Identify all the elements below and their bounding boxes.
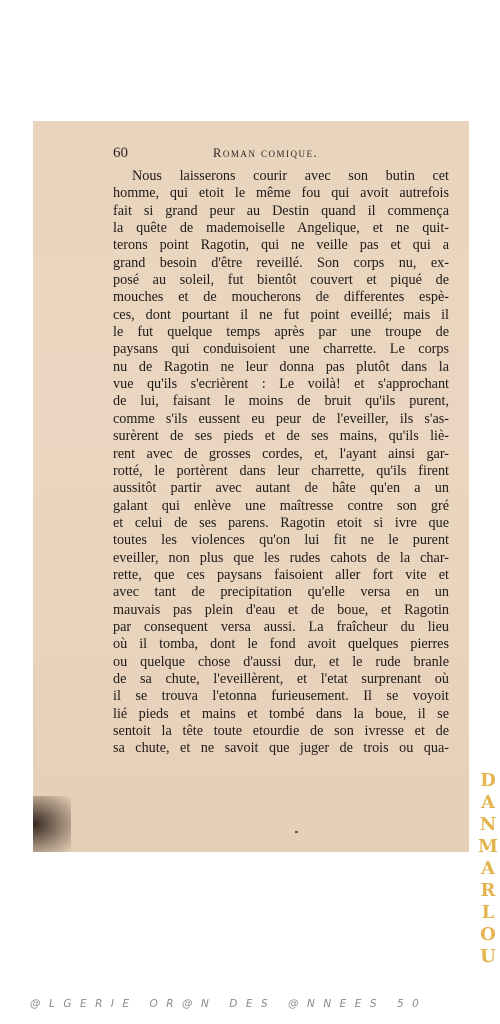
stamp-letter: D [480, 770, 496, 791]
text-line: nu de Ragotin ne leur donna pas plutôt dans la [113, 358, 449, 375]
text-line: Nous laisserons courir avec son butin cet [132, 168, 449, 184]
text-line: terons point Ragotin, qui ne veille pas et qui a [113, 237, 449, 254]
text-line: par consequent versa aussi. La fraîcheur du lieu [113, 618, 449, 635]
text-line: posé au soleil, fut bientôt couvert et piqué de [113, 272, 449, 289]
running-head: Roman comique. [213, 146, 319, 160]
text-line: eveiller, non plus que les rudes cahots de la char- [113, 549, 449, 566]
footer-watermark: @LGERIE OR@N DES @NNEES 50 [30, 998, 428, 1010]
text-line: de lui, faisant le moins de bruit qu'ils purent, [113, 393, 449, 410]
page-header [113, 145, 443, 165]
side-watermark-stamp [476, 770, 500, 990]
text-line: galant qui enlève une maîtresse contre son gré [113, 497, 449, 514]
text-line: sa chute, et ne savoit que juger de trois ou qua- [113, 740, 449, 757]
scanned-book-page [33, 121, 469, 852]
stamp-letter: A [481, 858, 495, 879]
text-line: la quête de mademoiselle Angelique, et ne quit- [113, 220, 449, 237]
text-line: fait si grand peur au Destin quand il commença [113, 202, 449, 219]
text-line: paysans qui conduisoient une charrette. Le corps [113, 341, 449, 358]
text-line: ou quelque chose d'aussi dur, et le rude branle [113, 653, 449, 670]
text-line: rette, que ces paysans faisoient aller fort vite et [113, 566, 449, 583]
text-line: et celui de ses parens. Ragotin etoit si ivre que [113, 514, 449, 531]
text-line: de sa chute, l'eveillèrent, et l'etat surprenant où [113, 670, 449, 687]
stamp-letter: O [480, 924, 496, 945]
text-line: toutes les violences qu'on lui fit ne le purent [113, 532, 449, 549]
text-line: rent avec de grosses cordes, et, l'ayant ainsi gar- [113, 445, 449, 462]
text-line: grand besoin d'être reveillé. Son corps nu, ex- [113, 254, 449, 271]
scan-dust-mark [295, 831, 298, 833]
text-line: vue qu'ils s'ecrièrent : Le voilà! et s'approchant [113, 376, 449, 393]
text-line: rotté, le portèrent dans leur charrette, qu'ils firent [113, 462, 449, 479]
body-text [113, 168, 449, 758]
text-line: le fut quelque temps après par une troupe de [113, 324, 449, 341]
page-number: 60 [113, 145, 128, 161]
stamp-letter: L [481, 902, 495, 923]
scan-shadow-mark [33, 796, 71, 852]
stamp-letter: U [480, 946, 496, 967]
text-line: où il tomba, dont le fond avoit quelques pierres [113, 636, 449, 653]
text-line: mauvais pas plein d'eau et de boue, et Ragotin [113, 601, 449, 618]
text-line: ces, dont pourtant il ne fut point eveillé; mais il [113, 306, 449, 323]
text-line: sentoit la tête toute etourdie de son ivresse et de [113, 723, 449, 739]
stamp-letter: R [480, 880, 496, 901]
stamp-letter: M [478, 836, 498, 857]
text-line: lié pieds et mains et tombé dans la boue, il se [113, 705, 449, 722]
stamp-letter: N [479, 814, 497, 835]
text-line: il se trouva l'etonna furieusement. Il se voyoit [113, 688, 449, 705]
text-line: mouches et de moucherons de differentes espè- [113, 289, 449, 306]
text-line: aussitôt partir avec autant de hâte qu'en a un [113, 480, 449, 497]
text-line: homme, qui etoit le même fou qui avoit autrefois [113, 185, 449, 202]
text-line: avec tant de precipitation qu'elle versa en un [113, 584, 449, 601]
stamp-letter: A [481, 792, 495, 813]
text-line: surèrent de ses pieds et de ses mains, qu'ils liè- [113, 428, 449, 445]
text-line: comme s'ils eussent eu peur de l'eveiller, ils s'as- [113, 410, 449, 427]
